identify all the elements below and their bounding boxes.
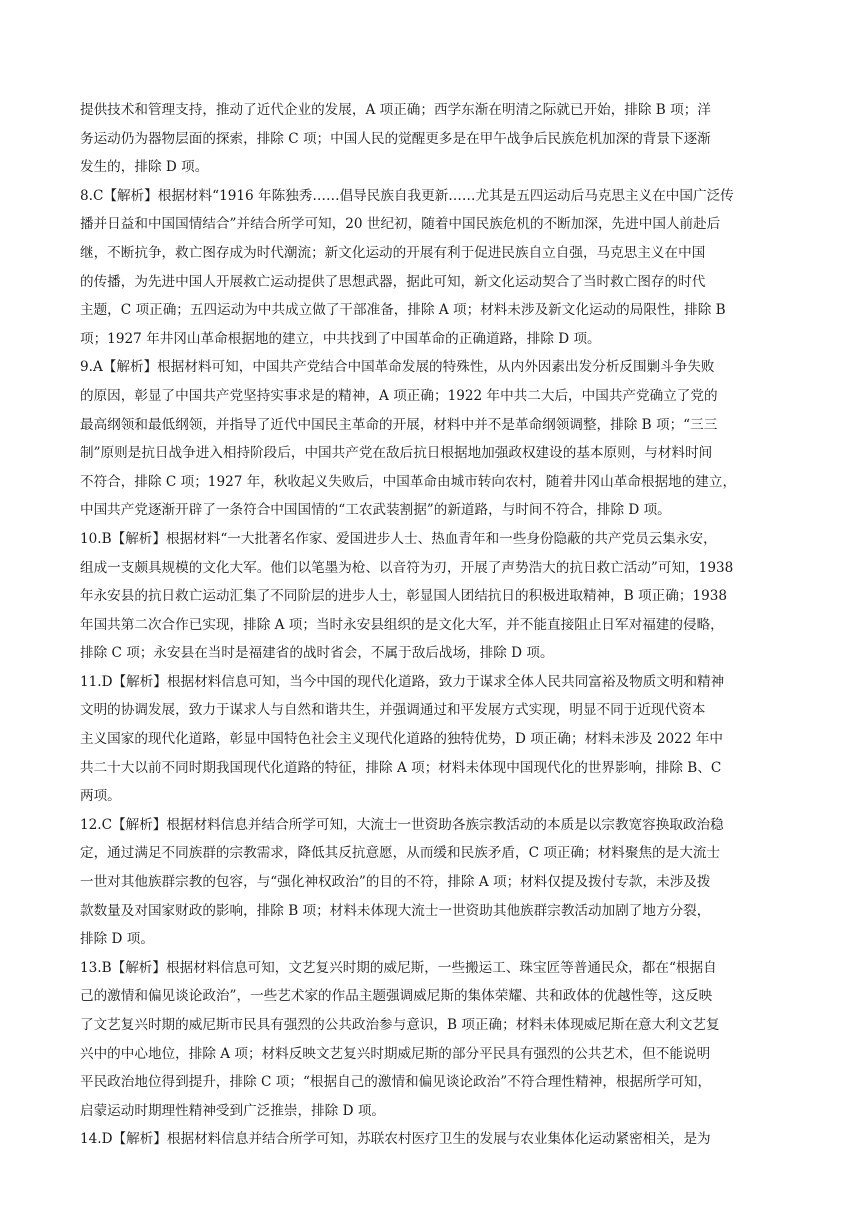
- paragraph-q9: [80, 353, 792, 525]
- text-line: 11.D【解析】根据材料信息可知，当今中国的现代化道路，致力于谋求全体人民共同富裕及物质文明和精神: [80, 673, 725, 690]
- paragraph-q8: [80, 182, 792, 354]
- text-line: 一世对其他族群宗教的包容，与“强化神权政治”的目的不符，排除 A 项；材料仅提及拨付专款，未涉及拨: [80, 874, 711, 891]
- paragraph-p7-tail: [80, 96, 792, 182]
- text-line: 12.C【解析】根据材料信息并结合所学可知，大流士一世资助各族宗教活动的本质是以宗教宽容换取政治稳: [80, 816, 724, 833]
- text-line: 主义国家的现代化道路，彰显中国特色社会主义现代化道路的独特优势，D 项正确；材料未涉及 2022 年中: [80, 731, 723, 748]
- text-line: 的原因，彰显了中国共产党坚持实事求是的精神，A 项正确；1922 年中共二大后，中国共产党确立了党的: [80, 387, 718, 404]
- paragraph-q13: [80, 954, 792, 1126]
- text-line: 排除 D 项。: [80, 931, 154, 948]
- text-line: 的传播，为先进中国人开展救亡运动提供了思想武器，据此可知，新文化运动契合了当时救亡图存的时代: [80, 273, 706, 290]
- text-line: 最高纲领和最低纲领，并指导了近代中国民主革命的开展，材料中并不是革命纲领调整，排除 B 项；“三三: [80, 416, 718, 433]
- text-line: 两项。: [80, 788, 121, 805]
- paragraph-q12: [80, 811, 792, 954]
- text-line: 发生的，排除 D 项。: [80, 159, 209, 176]
- text-line: 款数量及对国家财政的影响，排除 B 项；材料未体现大流士一世资助其他族群宗教活动加剧了地方分裂，: [80, 902, 711, 919]
- text-line: 文明的协调发展，致力于谋求人与自然和谐共生，并强调通过和平发展方式实现，明显不同于近现代资本: [80, 702, 706, 719]
- text-line: 平民政治地位得到提升，排除 C 项；“根据自己的激情和偏见谈论政治”不符合理性精神，根据所学可知，: [80, 1074, 712, 1091]
- text-line: 共二十大以前不同时期我国现代化道路的特征，排除 A 项；材料未体现中国现代化的世界影响，排除 B、C: [80, 759, 722, 776]
- text-line: 提供技术和管理支持，推动了近代企业的发展，A 项正确；西学东渐在明清之际就已开始，排除 B 项；洋: [80, 102, 711, 118]
- text-line: 项；1927 年井冈山革命根据地的建立，中共找到了中国革命的正确道路，排除 D 项。: [80, 330, 601, 347]
- text-line: 中国共产党逐渐开辟了一条符合中国国情的“工农武装割据”的新道路，与时间不符合，排除 D 项。: [80, 502, 671, 519]
- text-line: 10.B【解析】根据材料“一大批著名作家、爱国进步人士、热血青年和一些身份隐蔽的共产党员云集永安，: [80, 530, 717, 547]
- text-line: 了文艺复兴时期的威尼斯市民具有强烈的公共政治参与意识，B 项正确；材料未体现威尼斯在意大利文艺复: [80, 1017, 720, 1033]
- text-line: 8.C【解析】根据材料“1916 年陈独秀……倡导民族自我更新……尤其是五四运动后马克思主义在中国广泛传: [80, 187, 734, 204]
- paragraph-q14-head: [80, 1125, 792, 1154]
- text-line: 启蒙运动时期理性精神受到广泛推崇，排除 D 项。: [80, 1102, 386, 1119]
- text-line: 9.A【解析】根据材料可知，中国共产党结合中国革命发展的特殊性，从内外因素出发分析反围剿斗争失败: [80, 359, 715, 376]
- text-line: 不符合，排除 C 项；1927 年，秋收起义失败后，中国革命由城市转向农村，随着井冈山革命根据地的建立，: [80, 473, 737, 490]
- paragraph-q10: [80, 525, 792, 668]
- text-line: 继，不断抗争，救亡图存成为时代潮流；新文化运动的开展有利于促进民族自立自强，马克思主义在中国: [80, 244, 706, 261]
- answer-explanations: [80, 96, 792, 1154]
- text-line: 组成一支颇具规模的文化大军。他们以笔墨为枪、以音符为刃，开展了声势浩大的抗日救亡活动”可知，1938: [80, 559, 734, 576]
- text-line: 播并日益和中国国情结合”并结合所学可知，20 世纪初，随着中国民族危机的不断加深，先进中国人前赴后: [80, 216, 721, 233]
- text-line: 年永安县的抗日救亡运动汇集了不同阶层的进步人士，彰显国人团结抗日的积极进取精神，B 项正确；1938: [80, 588, 728, 605]
- text-line: 年国共第二次合作已实现，排除 A 项；当时永安县组织的是文化大军，并不能直接阻止日军对福建的侵略，: [80, 616, 724, 633]
- text-line: 14.D【解析】根据材料信息并结合所学可知，苏联农村医疗卫生的发展与农业集体化运动紧密相关，是为: [80, 1131, 711, 1148]
- text-line: 排除 C 项；永安县在当时是福建省的战时省会，不属于敌后战场，排除 D 项。: [80, 645, 554, 662]
- text-line: 兴中的中心地位，排除 A 项；材料反映文艺复兴时期威尼斯的部分平民具有强烈的公共艺术，但不能说明: [80, 1045, 711, 1062]
- text-line: 13.B【解析】根据材料信息可知，文艺复兴时期的威尼斯，一些搬运工、珠宝匠等普通民众，都在“根据自: [80, 959, 717, 976]
- text-line: 主题，C 项正确；五四运动为中共成立做了干部准备，排除 A 项；材料未涉及新文化运动的局限性，排除 B: [80, 302, 726, 319]
- text-line: 定，通过满足不同族群的宗教需求，降低其反抗意愿，从而缓和民族矛盾，C 项正确；材料聚焦的是大流士: [80, 845, 721, 862]
- paragraph-q11: [80, 668, 792, 811]
- text-line: 务运动仍为器物层面的探索，排除 C 项；中国人民的觉醒更多是在甲午战争后民族危机加深的背景下逐渐: [80, 130, 711, 147]
- text-line: 己的激情和偏见谈论政治”，一些艺术家的作品主题强调威尼斯的集体荣耀、共和政体的优越性等，这反映: [80, 988, 713, 1005]
- text-line: 制”原则是抗日战争进入相持阶段后，中国共产党在敌后抗日根据地加强政权建设的基本原则，与材料时间: [80, 445, 713, 462]
